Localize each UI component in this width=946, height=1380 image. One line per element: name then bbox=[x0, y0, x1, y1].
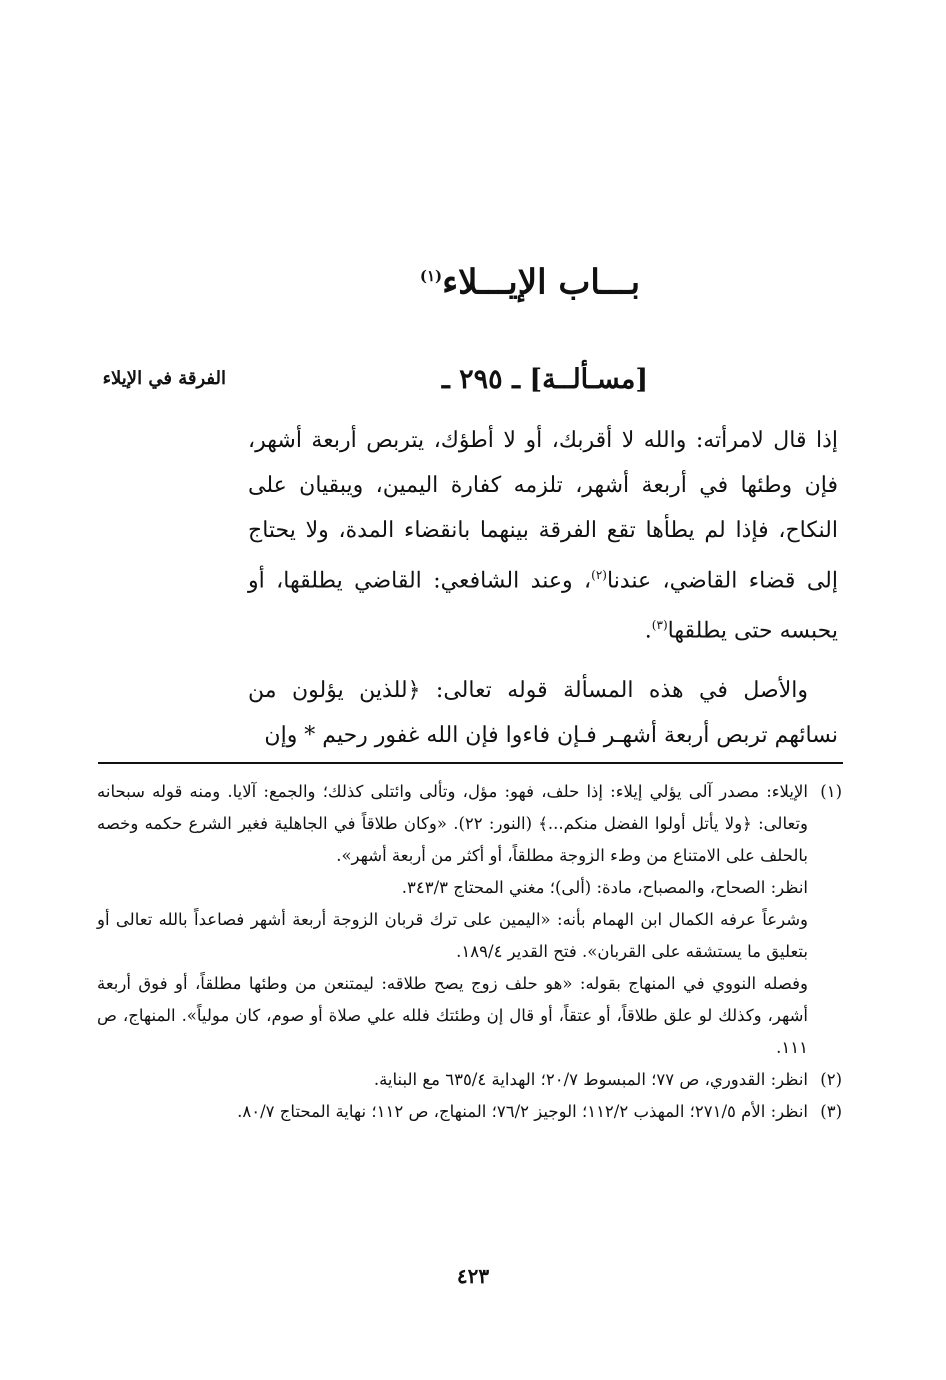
footnote-ref-2: (٢) bbox=[591, 568, 607, 582]
paragraph-ruling-part1: إذا قال لامرأته: والله لا أقربك، أو لا أطؤك، يتربص أربعة أشهر، فإن وطئها في أربعة أشهر، تلزمه كفارة اليمين، ويبقيان على النكاح، فإذا لم يطأها تقع الفرقة بينهما بانقضاء المدة، ولا يحتاج إلى قضاء القاضي، عندنا bbox=[248, 428, 838, 594]
footnote-text: انظر: الأم ٢٧١/٥؛ المهذب ١١٢/٢؛ الوجيز ٧٦/٢؛ المنهاج، ص ١١٢؛ نهاية المحتاج ٨٠/٧. bbox=[237, 1102, 808, 1121]
footnote-2 bbox=[97, 1064, 842, 1096]
footnote-number: (٣) bbox=[820, 1102, 842, 1121]
footnote-1 bbox=[97, 776, 842, 872]
footnote-number: (١) bbox=[820, 782, 842, 801]
paragraph-ruling-part2: ، وعند الشافعي: القاضي يطلقها، أو يحبسه حتى يطلقها bbox=[248, 568, 838, 644]
footnote-1-definition-nawawi: وفصله النووي في المنهاج بقوله: «هو حلف زوج يصح طلاقه: ليمتنعن من وطئها مطلقاً، أو فوق أربعة أشهر، وكذلك لو علق طلاقاً، أو عتقاً، أو قال إن وطئتك فلله علي صلاة أو صوم، كان مولياً». المنهاج، ص ١١١. bbox=[97, 974, 808, 1057]
issue-heading: [مسـألــة] ـ ٢٩٥ ـ bbox=[441, 364, 649, 395]
footnote-text: الإيلاء: مصدر آلى يؤلي إيلاء: إذا حلف، فهو: مؤل، وتألى وائتلى كذلك؛ والجمع: آلايا. ومنه قوله سبحانه وتعالى: ﴿ولا يأتل أولوا الفضل منكم...﴾ (النور: ٢٢). «وكان طلاقاً في الجاهلية فغير الشرع حكمه وخصه بالحلف على الامتناع من وطء الزوجة مطلقاً، أو أكثر من أربعة أشهر». bbox=[97, 782, 808, 865]
paragraph-ruling-end: . bbox=[644, 618, 652, 644]
footnote-divider bbox=[98, 762, 843, 764]
paragraph-ruling bbox=[248, 418, 838, 654]
chapter-title bbox=[380, 248, 680, 310]
margin-note: الفرقة في الإيلاء bbox=[102, 368, 226, 389]
footnote-number: (٢) bbox=[820, 1070, 842, 1089]
chapter-title-text: بـــاب الإيـــلاء bbox=[442, 262, 641, 303]
page-number: ٤٢٣ bbox=[456, 1264, 490, 1288]
footnote-text: انظر: القدوري، ص ٧٧؛ المبسوط ٢٠/٧؛ الهداية ٦٣٥/٤ مع البناية. bbox=[373, 1070, 808, 1089]
footnote-1-definition-kamal: وشرعاً عرفه الكمال ابن الهمام بأنه: «اليمين على ترك قربان الزوجة أربعة أشهر فصاعداً بالله تعالى أو بتعليق ما يستشقه على القربان». فتح القدير ١٨٩/٤. bbox=[97, 910, 808, 961]
main-text bbox=[248, 418, 838, 758]
chapter-footnote-marker: (١) bbox=[419, 267, 443, 285]
footnote-3 bbox=[97, 1096, 842, 1128]
paragraph-evidence: والأصل في هذه المسألة قوله تعالى: ﴿للذين يؤلون من نسائهم تربص أربعة أشهـر فـإن فاءوا فإن الله غفور رحيم * وإن bbox=[248, 677, 838, 748]
footnote-1-sources: انظر: الصحاح، والمصباح، مادة: (ألى)؛ مغني المحتاج ٣٤٣/٣. bbox=[401, 878, 808, 897]
footnotes bbox=[97, 776, 842, 1128]
footnote-ref-3: (٣) bbox=[651, 618, 668, 633]
